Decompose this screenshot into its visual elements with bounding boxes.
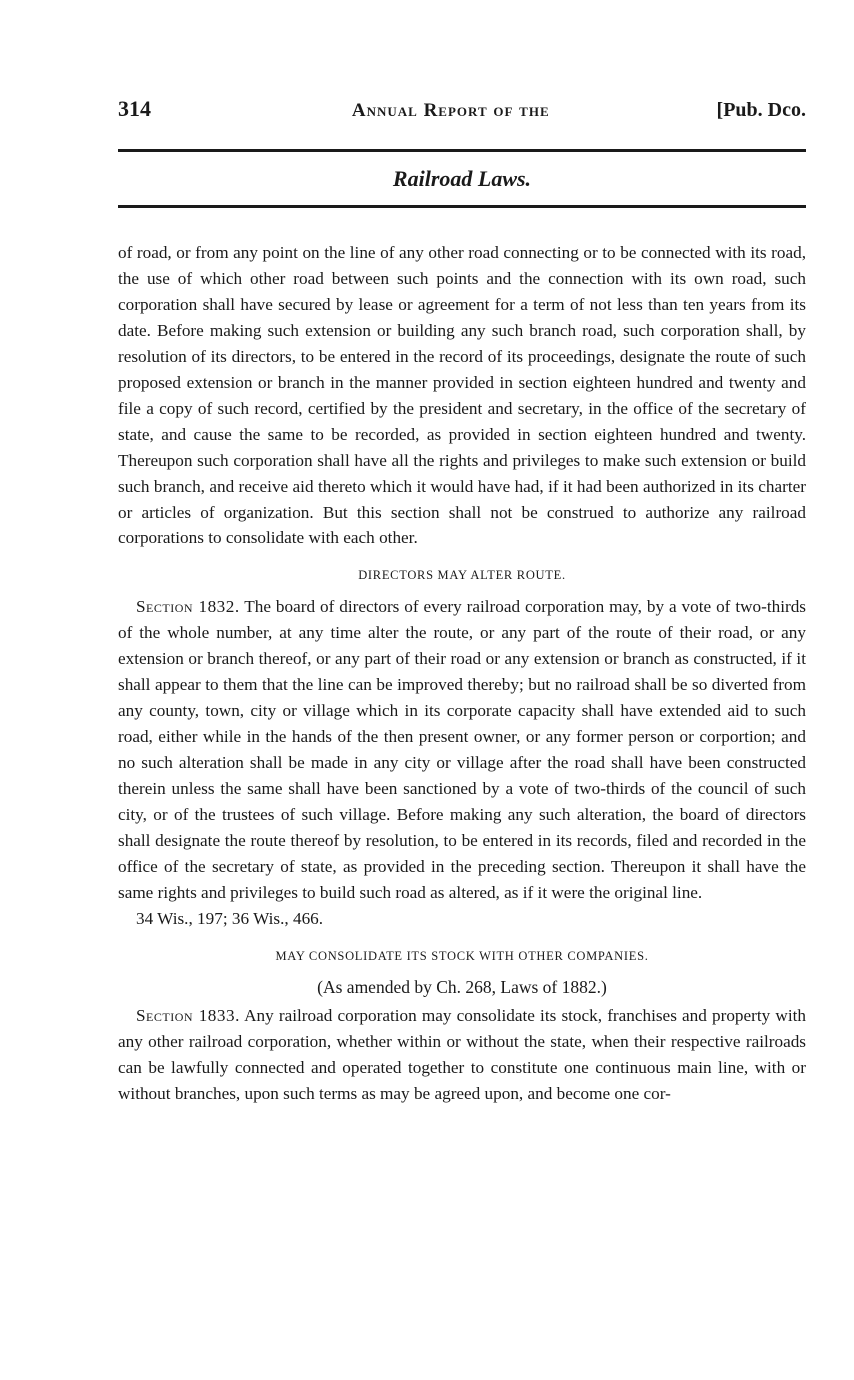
report-title: Annual Report of the xyxy=(351,100,550,121)
intro-paragraph: of road, or from any point on the line of any other road connecting or to be connected with its road, the use of which other road between such points and the connection with its own road, such corporation shall have secured by lease or agreement for a term of not less than ten years from its date. Before making such extension or building any such branch road, such corporation shall, by resolution of its directors, to be entered in the record of its proceedings, designate the route of such proposed extension or branch in the manner provided in section eighteen hundred and twenty and file a copy of such record, certified by the president and secretary, in the office of the secretary of state, and cause the same to be recorded, as provided in section eighteen hundred and twenty. Thereupon such corporation shall have all the rights and privileges to make such extension or build such branch, and receive aid thereto which it would have had, if it had been authorized in its charter or articles of organization. But this section shall not be construed to authorize any railroad corporations to consolidate with each other. xyxy=(118,243,806,548)
section-1832-paragraph xyxy=(118,594,806,905)
section-heading-1832: DIRECTORS MAY ALTER ROUTE. xyxy=(358,568,566,583)
section-1832-text: The board of directors of every railroad corporation may, by a vote of two-thirds of the whole number, at any time alter the route, or any part of the route of their road, or any extension or branch thereof, or any part of their road or any extension or branch as constructed, if it shall appear to them that the line can be improved thereby; but no railroad shall be so diverted from any county, town, city or village which in its corporate capacity shall have extended aid to such road, either while in the hands of the then present owner, or any former person or corportion; and no such alteration shall be made in any city or village after the road shall have been constructed therein unless the same shall have been sanctioned by a vote of two-thirds of the council of such city, or of the trustees of such village. Before making any such alteration, the board of directors shall designate the route thereof by resolution, to be entered in its records, filed and recorded in the office of the secretary of state, as provided in the preceding section. Thereupon it shall have the same rights and privileges to build such road as altered, as if it were the original line. xyxy=(118,597,806,902)
publication-section: [Pub. Dco. xyxy=(716,99,806,121)
running-title: Railroad Laws. xyxy=(392,166,532,191)
header-rule xyxy=(118,149,806,152)
body-text xyxy=(118,240,806,1107)
section-1833-paragraph xyxy=(118,1003,806,1107)
title-rule xyxy=(118,205,806,208)
page-number: 314 xyxy=(118,96,151,121)
amendment-note: (As amended by Ch. 268, Laws of 1882.) xyxy=(317,976,607,997)
section-label-1833: Section 1833. xyxy=(136,1005,240,1025)
section-heading-1833: MAY CONSOLIDATE ITS STOCK WITH OTHER COMPANIES. xyxy=(275,948,649,963)
section-label-1832: Section 1832. xyxy=(136,597,240,617)
page-content xyxy=(118,96,806,1107)
case-citation: 34 Wis., 197; 36 Wis., 466. xyxy=(136,908,324,928)
section-1833-text: Any railroad corporation may consolidate its stock, franchises and property with any other railroad corporation, whether within or without the state, when their respective railroads can be lawfully connected and operated together to constitute one continuous main line, with or without branches, upon such terms as may be agreed upon, and become one cor- xyxy=(118,1005,806,1103)
page-header xyxy=(118,96,806,124)
